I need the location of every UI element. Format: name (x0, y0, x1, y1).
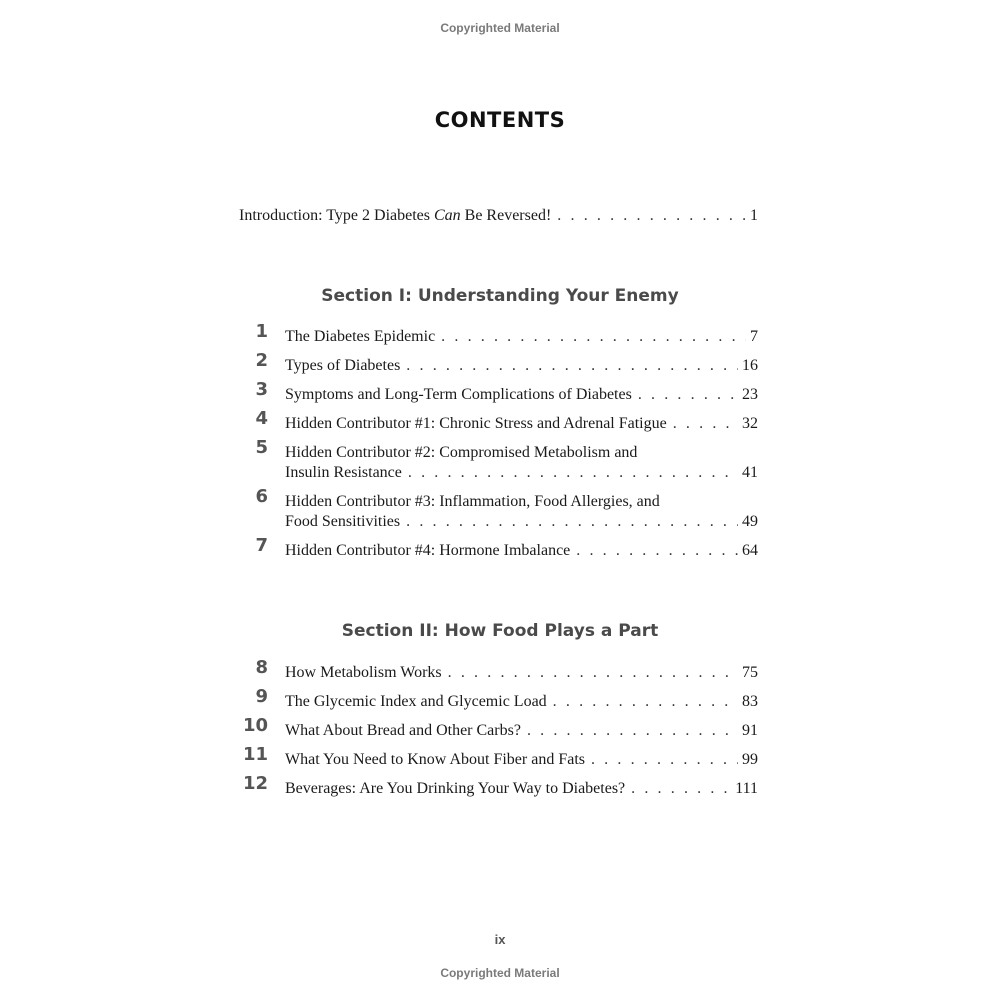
chapter-title: What About Bread and Other Carbs? (285, 722, 521, 739)
chapter-title: Hidden Contributor #4: Hormone Imbalance (285, 542, 571, 559)
chapter-page: 23 (742, 386, 758, 403)
chapter-page: 75 (742, 664, 758, 681)
chapter-title: Hidden Contributor #1: Chronic Stress and Adrenal Fatigue (285, 415, 667, 432)
dot-leader (673, 414, 738, 434)
toc-entry (0, 535, 1000, 567)
page-number: ix (494, 932, 506, 947)
chapter-title: Symptoms and Long-Term Complications of Diabetes (285, 386, 632, 403)
chapter-title-line-2: Food Sensitivities (285, 513, 401, 530)
chapter-title-line-2: Insulin Resistance (285, 464, 402, 481)
dot-leader (527, 721, 738, 741)
chapter-title-line-1: Hidden Contributor #3: Inflammation, Food Allergies, and (285, 493, 660, 510)
introduction-page: 1 (750, 207, 758, 224)
chapter-number: 2 (255, 350, 268, 371)
toc-entry (0, 657, 1000, 689)
section-1-entry-list (0, 321, 1000, 567)
dot-leader (441, 327, 746, 347)
chapter-title: How Metabolism Works (285, 664, 442, 681)
section-heading: Section II: How Food Plays a Part (341, 621, 659, 641)
chapter-number: 10 (242, 715, 268, 736)
page-title: CONTENTS (434, 108, 566, 132)
introduction-title-prefix: Introduction: Type 2 Diabetes (239, 207, 434, 224)
toc-entry (0, 686, 1000, 718)
dot-leader (631, 779, 731, 799)
chapter-page: 64 (742, 542, 758, 559)
toc-entry (0, 408, 1000, 440)
toc-entry (0, 321, 1000, 353)
chapter-number: 9 (255, 686, 268, 707)
dot-leader (557, 206, 746, 226)
chapter-page: 111 (735, 780, 758, 797)
chapter-page: 49 (742, 513, 758, 530)
section-2-entry-list (0, 657, 1000, 805)
chapter-title: Types of Diabetes (285, 357, 401, 374)
chapter-number: 7 (255, 535, 268, 556)
copyright-footer: Copyrighted Material (440, 966, 560, 980)
introduction-title-emphasis: Can (433, 207, 461, 224)
chapter-page: 32 (742, 415, 758, 432)
dot-leader (406, 512, 738, 532)
chapter-number: 12 (242, 773, 268, 794)
dot-leader (576, 541, 738, 561)
dot-leader (408, 463, 738, 483)
chapter-title: What You Need to Know About Fiber and Fats (285, 751, 585, 768)
dot-leader (591, 750, 738, 770)
chapter-number: 3 (255, 379, 268, 400)
introduction-title-suffix: Be Reversed! (460, 207, 552, 224)
chapter-number: 4 (255, 408, 268, 429)
chapter-title: Beverages: Are You Drinking Your Way to Diabetes? (285, 780, 626, 797)
chapter-title: The Diabetes Epidemic (285, 328, 436, 345)
section-heading: Section I: Understanding Your Enemy (321, 286, 679, 306)
chapter-title-line-1: Hidden Contributor #2: Compromised Metabolism and (285, 444, 638, 461)
introduction-title (239, 206, 551, 226)
chapter-title: The Glycemic Index and Glycemic Load (285, 693, 547, 710)
toc-entry (0, 437, 1000, 489)
toc-introduction-entry (239, 206, 758, 226)
chapter-page: 99 (742, 751, 758, 768)
toc-entry (0, 486, 1000, 538)
toc-entry (0, 773, 1000, 805)
chapter-page: 16 (742, 357, 758, 374)
chapter-page: 91 (742, 722, 758, 739)
toc-entry (0, 715, 1000, 747)
dot-leader (638, 385, 738, 405)
chapter-page: 83 (742, 693, 758, 710)
toc-entry (0, 744, 1000, 776)
dot-leader (406, 356, 738, 376)
chapter-page: 7 (750, 328, 758, 345)
chapter-number: 11 (242, 744, 268, 765)
chapter-page: 41 (742, 464, 758, 481)
chapter-number: 5 (255, 437, 268, 458)
dot-leader (553, 692, 738, 712)
chapter-number: 6 (255, 486, 268, 507)
chapter-number: 8 (255, 657, 268, 678)
toc-entry (0, 350, 1000, 382)
dot-leader (448, 663, 738, 683)
toc-entry (0, 379, 1000, 411)
copyright-header: Copyrighted Material (440, 21, 560, 35)
chapter-number: 1 (255, 321, 268, 342)
